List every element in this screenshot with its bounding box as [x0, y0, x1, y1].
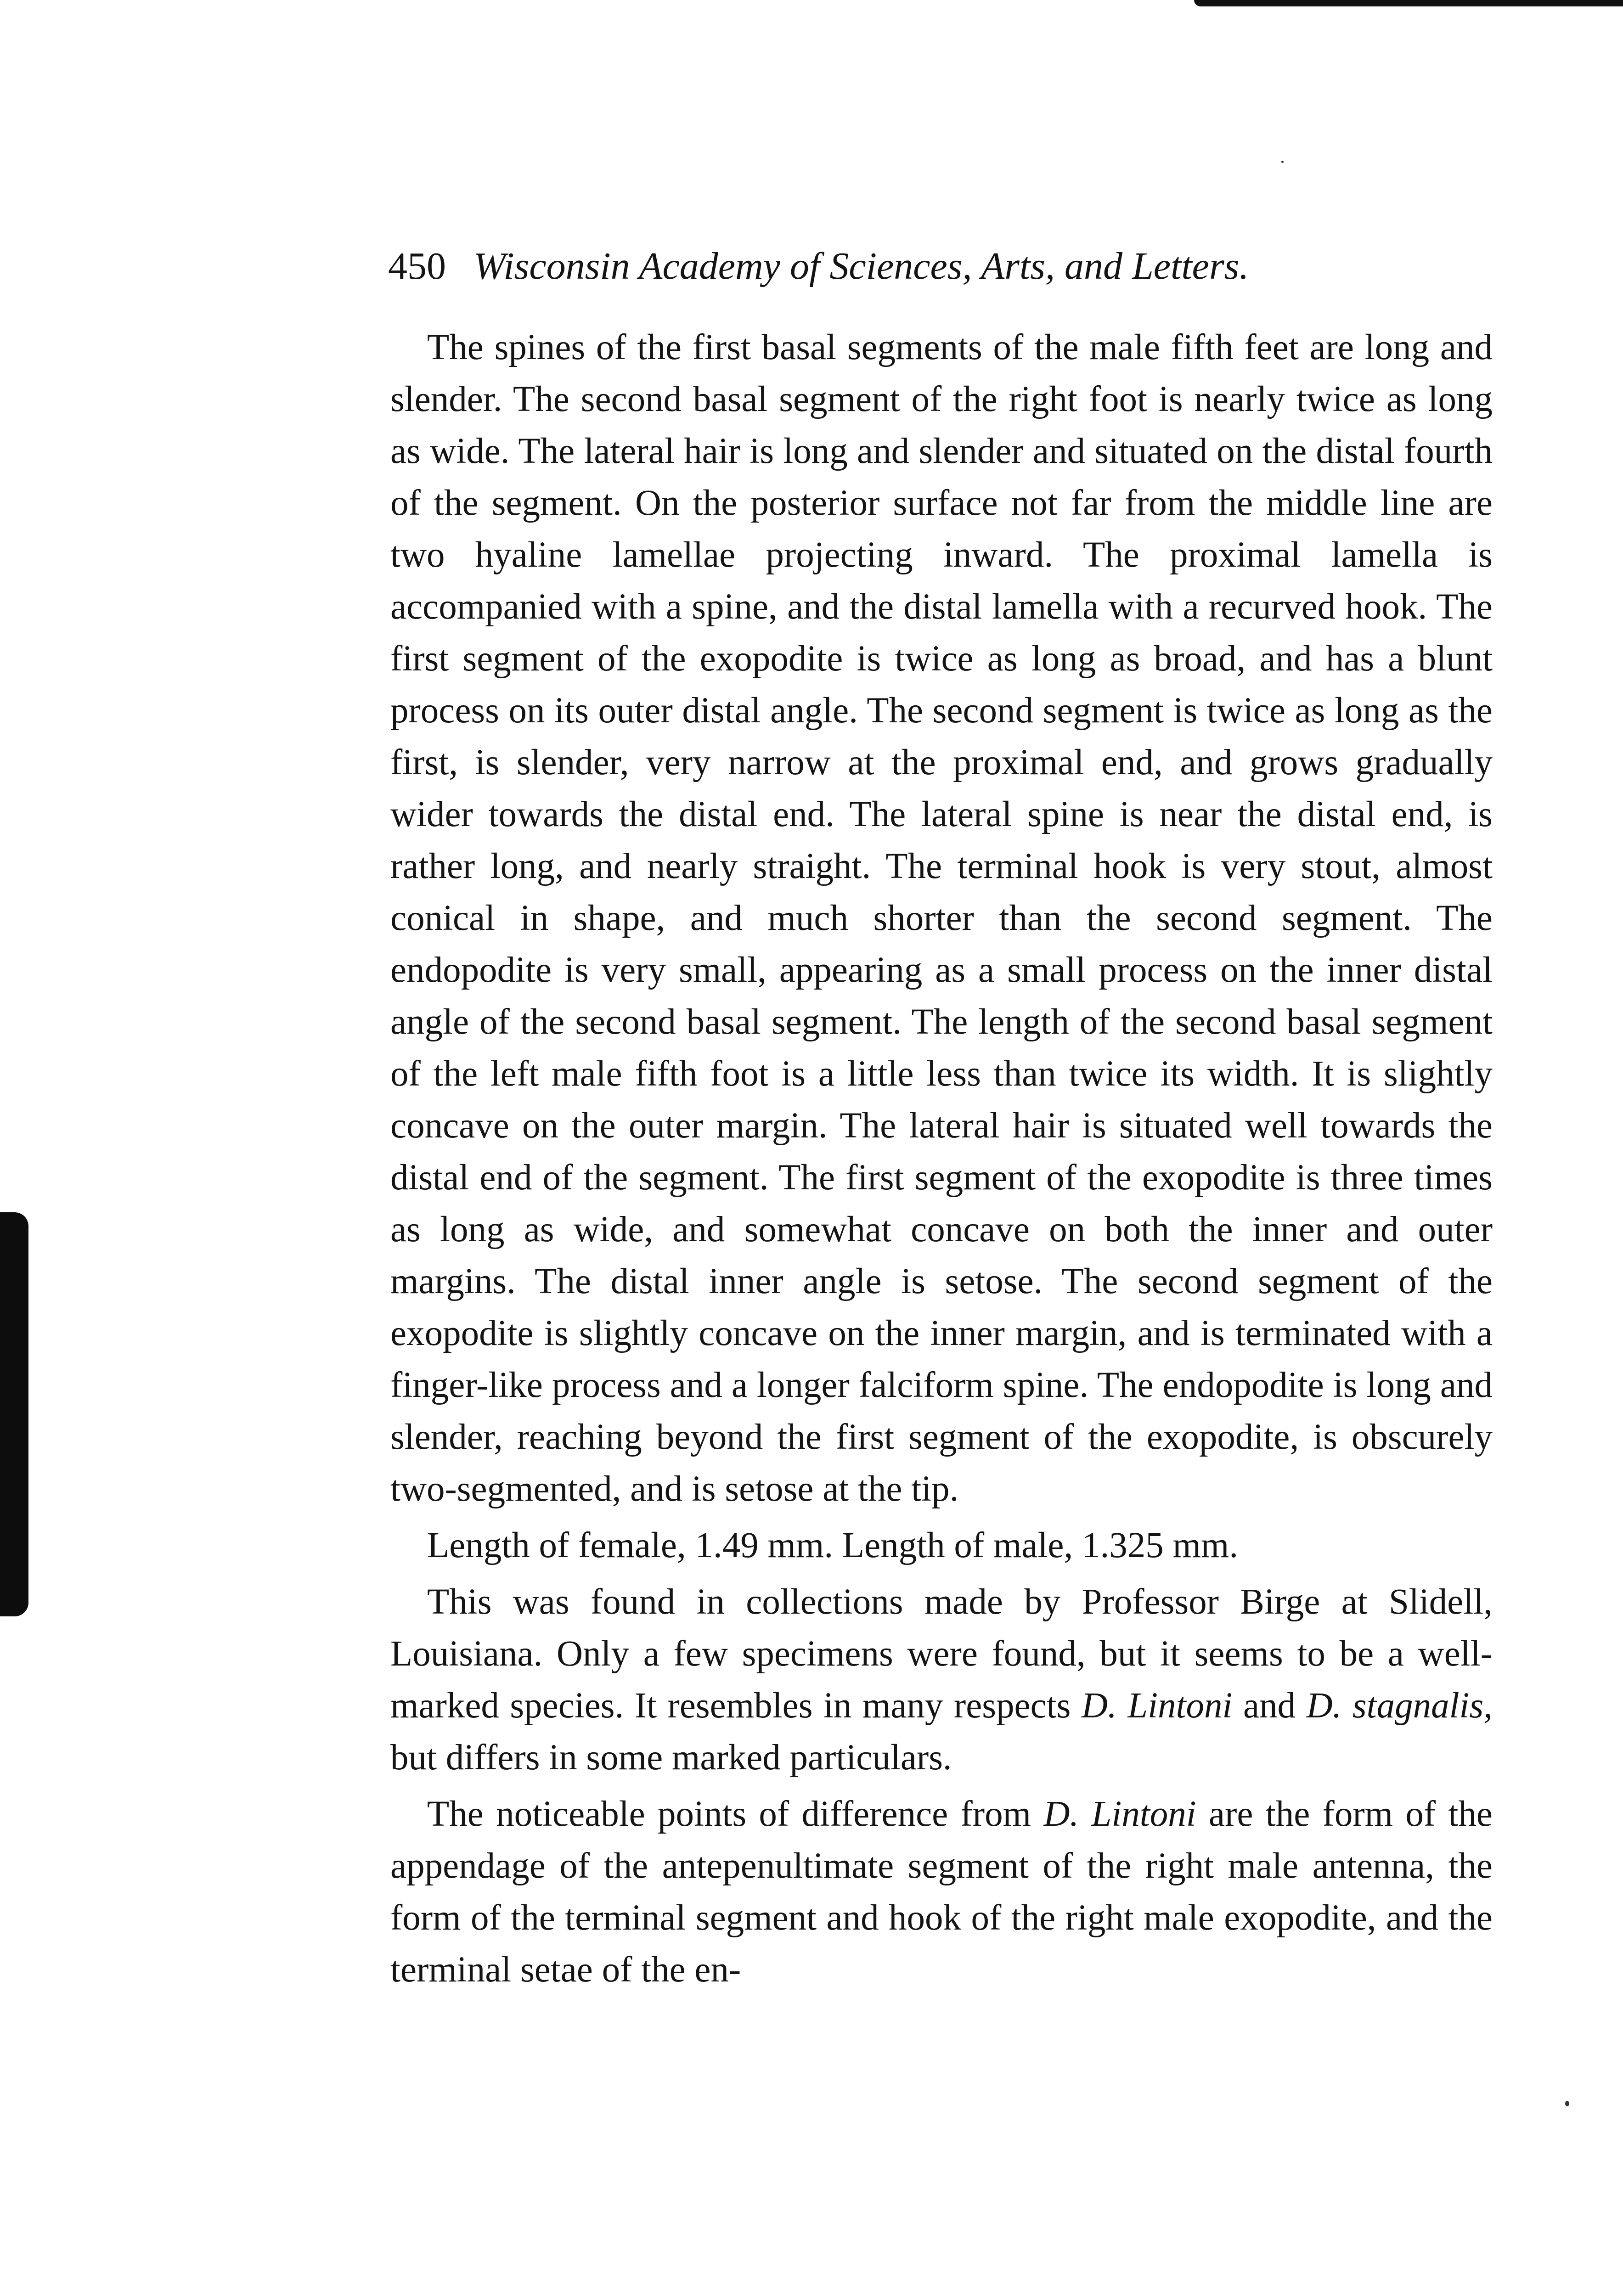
page-header: [388, 239, 1398, 294]
scan-binding-shadow: [0, 1212, 28, 1616]
paragraph-locality: [390, 1576, 1493, 1784]
species-name: D. stagnalis,: [1306, 1686, 1493, 1726]
text-run: This was found in collections made by Professor Birge at Slidell, Louisiana. Only a few specimens were found, but it seems to be a well-marked species. It resembles in many respects: [390, 1582, 1493, 1726]
page-number: 450: [388, 245, 446, 287]
paragraph-description: The spines of the first basal segments of the male fifth feet are long and slender. The second basal segment of the right foot is nearly twice as long as wide. The lateral hair is long and slender and situated on the distal fourth of the segment. On the posterior surface not far from the middle line are two hyaline lamellae projecting inward. The proximal lamella is accompanied with a spine, and the distal lamella with a recurved hook. The first segment of the exopodite is twice as long as broad, and has a blunt process on its outer distal angle. The second segment is twice as long as the first, is slender, very narrow at the proximal end, and grows gradually wider towards the distal end. The lateral spine is near the distal end, is rather long, and nearly straight. The terminal hook is very stout, almost conical in shape, and much shorter than the second segment. The endopodite is very small, appearing as a small process on the inner distal angle of the second basal segment. The length of the second basal segment of the left male fifth foot is a little less than twice its width. It is slightly concave on the outer margin. The lateral hair is situated well towards the distal end of the segment. The first segment of the exopodite is three times as long as wide, and somewhat concave on both the inner and outer margins. The distal inner angle is setose. The second segment of the exopodite is slightly concave on the inner margin, and is terminated with a finger-like process and a longer falciform spine. The endopodite is long and slender, reaching beyond the first segment of the exopodite, is obscurely two-segmented, and is setose at the tip.: [390, 327, 1493, 1509]
paragraph-length: Length of female, 1.49 mm. Length of male, 1.325 mm.: [427, 1525, 1239, 1565]
running-title: Wisconsin Academy of Sciences, Arts, and Letters.: [473, 245, 1249, 287]
species-name: D. Lintoni: [1043, 1794, 1196, 1834]
body-text: [390, 321, 1493, 1996]
text-run: but differs in some marked particulars.: [390, 1738, 952, 1778]
species-name: D. Lintoni: [1081, 1686, 1233, 1726]
paragraph-differences: [390, 1788, 1493, 1996]
scan-speck: [1281, 161, 1284, 163]
scan-top-edge: [1194, 0, 1623, 6]
text-run: and: [1232, 1686, 1307, 1726]
text-run: are the form of the appendage of the antepenultimate segment of the right male antenna, the form of the terminal segment and hook of the right male exopodite, and the terminal setae of the en-: [390, 1794, 1493, 1990]
scan-speck: [1565, 2101, 1569, 2106]
text-run: The noticeable points of difference from: [427, 1794, 1044, 1834]
